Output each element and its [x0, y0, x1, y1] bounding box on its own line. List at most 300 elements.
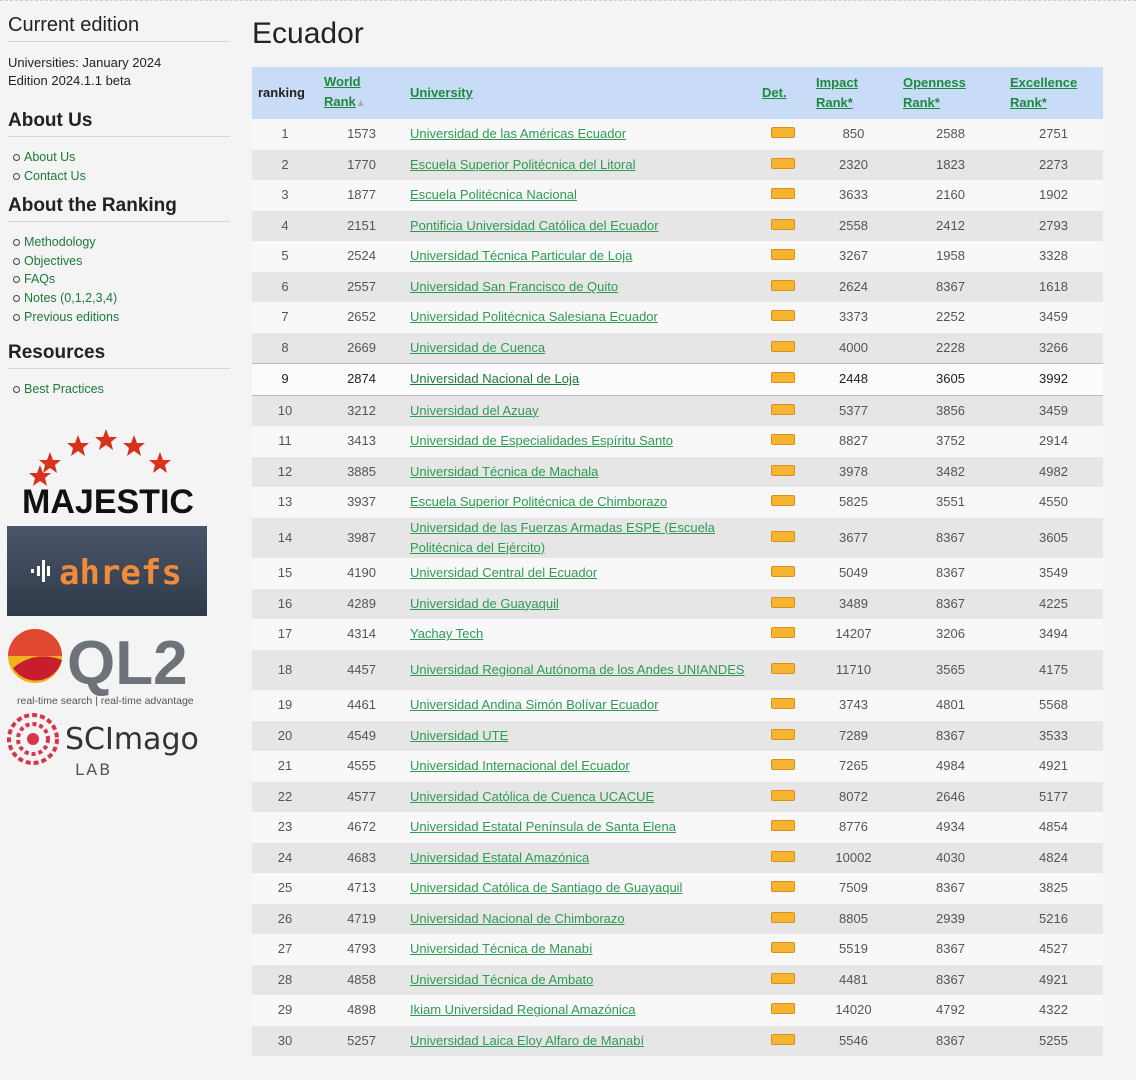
table-row [252, 119, 1103, 150]
cell-university [404, 650, 756, 691]
cell-ranking: 24 [277, 849, 293, 865]
cell-excellence: 2914 [1039, 433, 1068, 449]
details-icon[interactable] [771, 465, 795, 476]
scimago-lab: LAB [75, 760, 113, 779]
table-row [252, 965, 1103, 996]
cell-openness: 8367 [936, 727, 965, 743]
cell-impact: 2448 [839, 371, 868, 387]
details-icon[interactable] [771, 729, 795, 740]
cell-openness: 1823 [936, 156, 965, 172]
cell-excellence: 3459 [1039, 402, 1068, 418]
impact-label-2: Rank* [816, 95, 853, 110]
ranking-table [252, 67, 1103, 1056]
link-methodology[interactable]: Methodology [8, 233, 230, 252]
cell-details [756, 782, 810, 813]
cell-details [756, 751, 810, 782]
link-notes[interactable]: Notes (0,1,2,3,4) [8, 289, 230, 308]
cell-world-rank: 3413 [347, 433, 376, 449]
ahrefs-text: ahrefs [59, 553, 182, 593]
cell-world-rank: 4672 [347, 819, 376, 835]
university-link[interactable]: Universidad Católica de Santiago de Guayaquil [410, 880, 683, 896]
details-icon[interactable] [771, 820, 795, 831]
university-link[interactable]: Universidad de Especialidades Espíritu Santo [410, 433, 674, 449]
cell-excellence: 3494 [1039, 626, 1068, 642]
cell-excellence: 2793 [1039, 217, 1068, 233]
cell-details [756, 1026, 810, 1057]
university-link[interactable]: Universidad Laica Eloy Alfaro de Manabí [410, 1032, 645, 1048]
cell-excellence: 1618 [1039, 278, 1068, 294]
cell-impact: 3373 [839, 309, 868, 325]
cell-excellence: 5255 [1039, 1032, 1068, 1048]
details-icon[interactable] [771, 881, 795, 892]
table-row [252, 873, 1103, 904]
details-icon[interactable] [771, 280, 795, 291]
ahrefs-logo[interactable] [7, 526, 207, 616]
table-row [252, 150, 1103, 181]
cell-ranking: 18 [277, 661, 293, 677]
cell-openness: 3856 [936, 402, 965, 418]
cell-openness: 2252 [936, 309, 965, 325]
university-link[interactable]: Universidad de Cuenca [410, 339, 546, 355]
details-icon[interactable] [771, 341, 795, 352]
cell-excellence: 3549 [1039, 565, 1068, 581]
cell-excellence: 5177 [1039, 788, 1068, 804]
cell-impact: 10002 [835, 849, 872, 865]
details-icon[interactable] [771, 372, 795, 383]
cell-ranking: 12 [277, 463, 293, 479]
link-best-practices[interactable]: Best Practices [8, 380, 230, 399]
cell-openness: 8367 [936, 941, 965, 957]
cell-details [756, 589, 810, 620]
table-row [252, 272, 1103, 303]
table-row [252, 1026, 1103, 1057]
edition-info [8, 54, 230, 90]
cell-openness: 3565 [936, 661, 965, 677]
cell-excellence: 1902 [1039, 187, 1068, 203]
university-link[interactable]: Universidad Nacional de Chimborazo [410, 910, 625, 926]
details-icon[interactable] [771, 1003, 795, 1014]
cell-university [404, 518, 756, 559]
cell-world-rank: 4719 [347, 910, 376, 926]
cell-details [756, 364, 810, 396]
resources-list [8, 380, 230, 399]
cell-university [404, 150, 756, 181]
details-icon[interactable] [771, 973, 795, 984]
university-link[interactable]: Universidad Técnica Particular de Loja [410, 248, 633, 264]
sidebar [8, 14, 230, 399]
cell-openness: 8367 [936, 565, 965, 581]
details-icon[interactable] [771, 597, 795, 608]
cell-world-rank: 3937 [347, 494, 376, 510]
header-det[interactable] [756, 67, 810, 119]
university-link[interactable]: Universidad Andina Simón Bolívar Ecuador [410, 697, 659, 713]
details-icon[interactable] [771, 434, 795, 445]
cell-university [404, 934, 756, 965]
det-link[interactable]: Det. [762, 85, 787, 100]
cell-excellence: 3605 [1039, 529, 1068, 545]
header-ranking: ranking [258, 85, 305, 100]
cell-impact: 5377 [839, 402, 868, 418]
cell-openness: 1958 [936, 248, 965, 264]
cell-ranking: 8 [281, 339, 289, 355]
table-row [252, 558, 1103, 589]
cell-impact: 3267 [839, 248, 868, 264]
university-link[interactable]: Universidad Técnica de Machala [410, 463, 599, 479]
details-icon[interactable] [771, 158, 795, 169]
cell-impact: 3978 [839, 463, 868, 479]
cell-impact: 2624 [839, 278, 868, 294]
cell-ranking: 23 [277, 819, 293, 835]
current-edition-heading: Current edition [8, 14, 230, 42]
details-icon[interactable] [771, 495, 795, 506]
university-link[interactable]: Universidad Politécnica Salesiana Ecuador [410, 309, 658, 325]
cell-world-rank: 2524 [347, 248, 376, 264]
cell-details [756, 904, 810, 935]
university-sort-link[interactable]: University [410, 85, 473, 100]
details-icon[interactable] [771, 790, 795, 801]
cell-world-rank: 1573 [347, 126, 376, 142]
about-ranking-list [8, 233, 230, 326]
cell-world-rank: 3987 [347, 529, 376, 545]
cell-details [756, 241, 810, 272]
details-icon[interactable] [771, 188, 795, 199]
cell-excellence: 4824 [1039, 849, 1068, 865]
cell-university [404, 995, 756, 1026]
university-link[interactable]: Universidad Regional Autónoma de los Andes UNIANDES [410, 661, 745, 677]
table-row [252, 241, 1103, 272]
cell-details [756, 119, 810, 150]
cell-impact: 2558 [839, 217, 868, 233]
header-university[interactable] [404, 67, 756, 119]
table-row [252, 211, 1103, 242]
cell-world-rank: 2669 [347, 339, 376, 355]
cell-excellence: 4854 [1039, 819, 1068, 835]
table-row [252, 812, 1103, 843]
link-faqs[interactable]: FAQs [8, 270, 230, 289]
cell-details [756, 272, 810, 303]
header-excellence[interactable] [1004, 67, 1103, 119]
cell-openness: 4792 [936, 1002, 965, 1018]
university-link[interactable]: Yachay Tech [410, 626, 484, 642]
details-icon[interactable] [771, 310, 795, 321]
cell-details [756, 934, 810, 965]
cell-world-rank: 1877 [347, 187, 376, 203]
cell-impact: 7509 [839, 880, 868, 896]
university-link[interactable]: Pontificia Universidad Católica del Ecuador [410, 217, 659, 233]
cell-world-rank: 2874 [347, 371, 376, 387]
cell-openness: 8367 [936, 529, 965, 545]
cell-university [404, 1026, 756, 1057]
cell-world-rank: 4549 [347, 727, 376, 743]
openness-label-1: Openness [903, 75, 966, 90]
university-link[interactable]: Universidad Nacional de Loja [410, 371, 580, 387]
world-rank-label-1: World [324, 74, 361, 89]
cell-excellence: 4527 [1039, 941, 1068, 957]
cell-details [756, 333, 810, 364]
majestic-logo[interactable] [8, 425, 208, 520]
header-openness[interactable] [897, 67, 1004, 119]
cell-world-rank: 4289 [347, 595, 376, 611]
cell-ranking: 3 [281, 187, 289, 203]
cell-university [404, 843, 756, 874]
cell-world-rank: 4461 [347, 697, 376, 713]
cell-openness: 8367 [936, 1032, 965, 1048]
cell-details [756, 395, 810, 426]
cell-impact: 14207 [835, 626, 872, 642]
details-icon[interactable] [771, 942, 795, 953]
university-link[interactable]: Escuela Superior Politécnica de Chimborazo [410, 494, 668, 510]
cell-excellence: 3825 [1039, 880, 1068, 896]
table-row [252, 589, 1103, 620]
cell-university [404, 812, 756, 843]
details-icon[interactable] [771, 851, 795, 862]
cell-impact: 5546 [839, 1032, 868, 1048]
cell-impact: 8072 [839, 788, 868, 804]
table-row [252, 619, 1103, 650]
table-row [252, 904, 1103, 935]
cell-world-rank: 1770 [347, 156, 376, 172]
link-objectives[interactable]: Objectives [8, 252, 230, 271]
cell-world-rank: 4457 [347, 661, 376, 677]
cell-impact: 4481 [839, 971, 868, 987]
table-row [252, 395, 1103, 426]
details-icon[interactable] [771, 663, 795, 674]
details-icon[interactable] [771, 219, 795, 230]
cell-details [756, 558, 810, 589]
edition-line-1: Universities: January 2024 [8, 55, 162, 70]
cell-ranking: 1 [281, 126, 289, 142]
cell-excellence: 3992 [1039, 371, 1068, 387]
cell-ranking: 26 [277, 910, 293, 926]
cell-excellence: 5216 [1039, 910, 1068, 926]
cell-university [404, 558, 756, 589]
cell-impact: 5049 [839, 565, 868, 581]
cell-impact: 11710 [835, 661, 872, 677]
university-link[interactable]: Universidad del Azuay [410, 402, 539, 418]
cell-details [756, 812, 810, 843]
cell-openness: 4030 [936, 849, 965, 865]
university-link[interactable]: Ikiam Universidad Regional Amazónica [410, 1002, 636, 1018]
cell-world-rank: 4793 [347, 941, 376, 957]
cell-world-rank: 3885 [347, 463, 376, 479]
cell-ranking: 7 [281, 309, 289, 325]
scimago-logo[interactable] [7, 709, 217, 779]
cell-details [756, 843, 810, 874]
cell-university [404, 119, 756, 150]
table-row [252, 333, 1103, 364]
cell-university [404, 333, 756, 364]
cell-excellence: 3266 [1039, 339, 1068, 355]
excellence-label-2: Rank* [1010, 95, 1047, 110]
cell-openness: 2412 [936, 217, 965, 233]
cell-university [404, 965, 756, 996]
openness-label-2: Rank* [903, 95, 940, 110]
cell-ranking: 25 [277, 880, 293, 896]
cell-openness: 2160 [936, 187, 965, 203]
cell-impact: 3743 [839, 697, 868, 713]
cell-impact: 5825 [839, 494, 868, 510]
cell-ranking: 10 [277, 402, 293, 418]
cell-university [404, 426, 756, 457]
cell-excellence: 4921 [1039, 971, 1068, 987]
cell-world-rank: 2652 [347, 309, 376, 325]
scimago-text: SCImago [65, 722, 199, 757]
header-world-rank[interactable] [318, 67, 404, 119]
page-title: Ecuador [252, 17, 364, 50]
university-link[interactable]: Universidad Estatal Península de Santa Elena [410, 819, 676, 835]
excellence-label-1: Excellence [1010, 75, 1078, 90]
cell-ranking: 28 [277, 971, 293, 987]
university-link[interactable]: Universidad San Francisco de Quito [410, 278, 619, 294]
cell-ranking: 6 [281, 278, 289, 294]
details-icon[interactable] [771, 531, 795, 542]
details-icon[interactable] [771, 698, 795, 709]
cell-world-rank: 4555 [347, 758, 376, 774]
header-impact[interactable] [810, 67, 897, 119]
table-row [252, 782, 1103, 813]
cell-ranking: 20 [277, 727, 293, 743]
cell-openness: 3206 [936, 626, 965, 642]
cell-ranking: 17 [277, 626, 293, 642]
university-link[interactable]: Universidad Católica de Cuenca UCACUE [410, 788, 655, 804]
cell-ranking: 27 [277, 941, 293, 957]
about-us-list [8, 148, 230, 185]
details-icon[interactable] [771, 404, 795, 415]
cell-openness: 2646 [936, 788, 965, 804]
cell-openness: 3551 [936, 494, 965, 510]
table-row [252, 457, 1103, 488]
cell-world-rank: 4858 [347, 971, 376, 987]
link-previous-editions[interactable]: Previous editions [8, 308, 230, 327]
cell-details [756, 721, 810, 752]
university-link[interactable]: Escuela Superior Politécnica del Litoral [410, 156, 636, 172]
cell-impact: 8776 [839, 819, 868, 835]
cell-university [404, 690, 756, 721]
details-icon[interactable] [771, 1034, 795, 1045]
cell-excellence: 4322 [1039, 1002, 1068, 1018]
impact-label-1: Impact [816, 75, 858, 90]
sort-ascending-icon[interactable]: ▲ [355, 98, 366, 109]
cell-university [404, 873, 756, 904]
ql2-text: QL2 [67, 629, 188, 698]
cell-details [756, 211, 810, 242]
impact-link[interactable] [816, 75, 858, 110]
table-row [252, 487, 1103, 518]
cell-ranking: 5 [281, 248, 289, 264]
details-icon[interactable] [771, 127, 795, 138]
link-contact-us[interactable]: Contact Us [8, 167, 230, 186]
edition-line-2: Edition 2024.1.1 beta [8, 73, 131, 88]
cell-world-rank: 4190 [347, 565, 376, 581]
cell-details [756, 965, 810, 996]
cell-impact: 850 [842, 126, 865, 142]
cell-openness: 3752 [936, 433, 965, 449]
cell-ranking: 30 [277, 1032, 293, 1048]
table-row [252, 426, 1103, 457]
cell-world-rank: 4577 [347, 788, 376, 804]
cell-excellence: 4982 [1039, 463, 1068, 479]
excellence-link[interactable] [1010, 75, 1077, 110]
cell-details [756, 995, 810, 1026]
cell-ranking: 15 [277, 565, 293, 581]
cell-ranking: 4 [281, 217, 289, 233]
cell-details [756, 150, 810, 181]
cell-openness: 4934 [936, 819, 965, 835]
cell-world-rank: 2151 [347, 217, 376, 233]
cell-excellence: 5568 [1039, 697, 1068, 713]
details-icon[interactable] [771, 249, 795, 260]
cell-impact: 8805 [839, 910, 868, 926]
ql2-tagline: real-time search | real-time advantage [17, 695, 194, 707]
cell-university [404, 457, 756, 488]
cell-ranking: 2 [281, 156, 289, 172]
cell-openness: 4801 [936, 697, 965, 713]
details-icon[interactable] [771, 912, 795, 923]
table-header-row [252, 67, 1103, 119]
university-link[interactable]: Universidad Técnica de Ambato [410, 971, 594, 987]
cell-openness: 8367 [936, 971, 965, 987]
cell-excellence: 3459 [1039, 309, 1068, 325]
cell-details [756, 180, 810, 211]
cell-openness: 2939 [936, 910, 965, 926]
university-link[interactable]: Universidad Internacional del Ecuador [410, 758, 630, 774]
cell-university [404, 619, 756, 650]
cell-openness: 2588 [936, 126, 965, 142]
cell-ranking: 14 [277, 529, 293, 545]
cell-impact: 8827 [839, 433, 868, 449]
university-link[interactable]: Universidad de las Fuerzas Armadas ESPE (Escuela Politécnica del Ejército) [410, 519, 715, 555]
ql2-logo[interactable] [7, 620, 212, 708]
cell-details [756, 457, 810, 488]
cell-details [756, 302, 810, 333]
university-link[interactable]: Universidad de las Américas Ecuador [410, 126, 627, 142]
cell-openness: 3482 [936, 463, 965, 479]
table-row [252, 180, 1103, 211]
openness-link[interactable] [903, 75, 966, 110]
cell-details [756, 619, 810, 650]
cell-ranking: 19 [277, 697, 293, 713]
cell-university [404, 721, 756, 752]
cell-world-rank: 3212 [347, 402, 376, 418]
table-row [252, 995, 1103, 1026]
university-link[interactable]: Universidad Central del Ecuador [410, 565, 598, 581]
link-about-us[interactable]: About Us [8, 148, 230, 167]
cell-openness: 8367 [936, 278, 965, 294]
cell-university [404, 211, 756, 242]
table-row [252, 934, 1103, 965]
cell-excellence: 4175 [1039, 661, 1068, 677]
university-link[interactable]: Universidad Estatal Amazónica [410, 849, 590, 865]
cell-university [404, 272, 756, 303]
table-row [252, 364, 1103, 396]
details-icon[interactable] [771, 566, 795, 577]
cell-ranking: 13 [277, 494, 293, 510]
top-dashed-border [0, 0, 1136, 1]
university-link[interactable]: Universidad de Guayaquil [410, 595, 559, 611]
cell-impact: 14020 [835, 1002, 872, 1018]
details-icon[interactable] [771, 627, 795, 638]
university-link[interactable]: Universidad UTE [410, 727, 509, 743]
cell-impact: 2320 [839, 156, 868, 172]
cell-details [756, 518, 810, 559]
cell-details [756, 426, 810, 457]
university-link[interactable]: Universidad Técnica de Manabí [410, 941, 593, 957]
details-icon[interactable] [771, 759, 795, 770]
cell-excellence: 2751 [1039, 126, 1068, 142]
cell-world-rank: 4898 [347, 1002, 376, 1018]
cell-world-rank: 4683 [347, 849, 376, 865]
university-link[interactable]: Escuela Politécnica Nacional [410, 187, 577, 203]
